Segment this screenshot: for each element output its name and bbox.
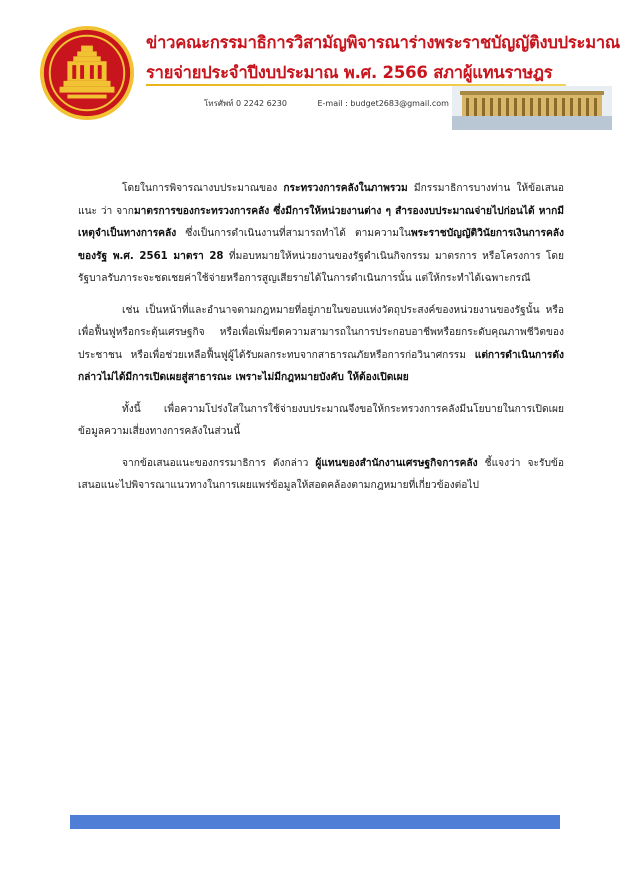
contact-info — [204, 97, 449, 110]
body-text-segment: จากข้อเสนอแนะของกรรมาธิการ ดังกล่าว — [122, 457, 316, 469]
emphasis-text: มาตรการของกระทรวงการคลัง ซึ่งมีการให้หน่วยงานต่าง ๆ สำรองงบประมาณจ่ายไปก่อนได้ หากมีเหตุจำเป็นทางการคลัง — [78, 205, 565, 239]
body-text-segment: ทั้งนี้ เพื่อความโปร่งใสในการใช้จ่ายงบประมาณจึงขอให้กระทรวงการคลังมีนโยบายในการเปิดเผยข้อมูลความเสี่ยงทางการคลังในส่วนนี้ — [78, 403, 564, 437]
emphasis-text: พระราชบัญญัติวินัยการเงินการคลังของรัฐ พ.ศ. 2561 มาตรา 28 — [78, 228, 564, 262]
footer-bar — [70, 815, 560, 829]
emphasis-text: แต่การดำเนินการดังกล่าวไม่ได้มีการเปิดเผยสู่สาธารณะ เพราะไม่มีกฎหมายบังคับ ให้ต้องเปิดเผย — [78, 349, 564, 383]
paragraph-3 — [78, 399, 564, 444]
article-body — [78, 178, 564, 507]
emphasis-text: ผู้แทนของสำนักงานเศรษฐกิจการคลัง — [315, 457, 478, 469]
phone-number: โทรศัพท์ 0 2242 6230 — [204, 99, 287, 108]
paragraph-1 — [78, 178, 564, 291]
body-text-segment: มีกรรมาธิการบางท่าน ให้ข้อเสนอแนะ ว่า จาก — [78, 183, 564, 217]
paragraph-2 — [78, 300, 564, 390]
emphasis-text: กระทรวงการคลังในภาพรวม — [283, 183, 408, 194]
parliament-emblem-icon — [38, 24, 136, 122]
body-text-segment: ซึ่งเป็นการดำเนินงานที่สามารถทำได้ ตามความใน — [176, 228, 411, 239]
headline-line-1: ข่าวคณะกรรมาธิการวิสามัญพิจารณาร่างพระราชบัญญัติงบประมาณ — [146, 33, 621, 52]
letterhead — [0, 0, 629, 130]
body-text-segment: เช่น เป็นหน้าที่และอำนาจตามกฎหมายที่อยู่ภายในขอบแห่งวัตถุประสงค์ของหน่วยงานของรัฐนั้น หรือเพื่อฟื้นฟูหรือกระตุ้นเศรษฐกิจ หรือเพื่อเพิ่มขีดความสามารถในการประกอบอาชีพหรือยกระดับคุณภาพชีวิตของประชาชน หรือเพื่อช่วยเหลือฟื้นฟูผู้ได้รับผลกระทบจากสาธารณภัยหรือการก่อวินาศกรรม — [78, 304, 564, 361]
body-text-segment: โดยในการพิจารณางบประมาณของ — [122, 183, 284, 194]
parliament-building-icon — [452, 86, 612, 130]
email-address: E-mail : budget2683@gmail.com — [317, 99, 449, 108]
body-text-segment: ชี้แจงว่า จะรับข้อเสนอแนะไปพิจารณาแนวทางในการเผยแพร่ข้อมูลให้สอดคล้องตามกฎหมายที่เกี่ยวข้องต่อไป — [78, 457, 564, 491]
headline-line-2: รายจ่ายประจำปีงบประมาณ พ.ศ. 2566 สภาผู้แทนราษฎร — [146, 63, 553, 82]
paragraph-4 — [78, 453, 564, 498]
body-text-segment: ที่มอบหมายให้หน่วยงานของรัฐดำเนินกิจกรรม มาตรการ หรือโครงการ โดยรัฐบาลรับภาระจะชดเชยค่าใช้จ่ายหรือการสูญเสียรายได้ในการดำเนินการนั้น แต่ให้กระทำได้เฉพาะกรณี — [78, 250, 564, 284]
